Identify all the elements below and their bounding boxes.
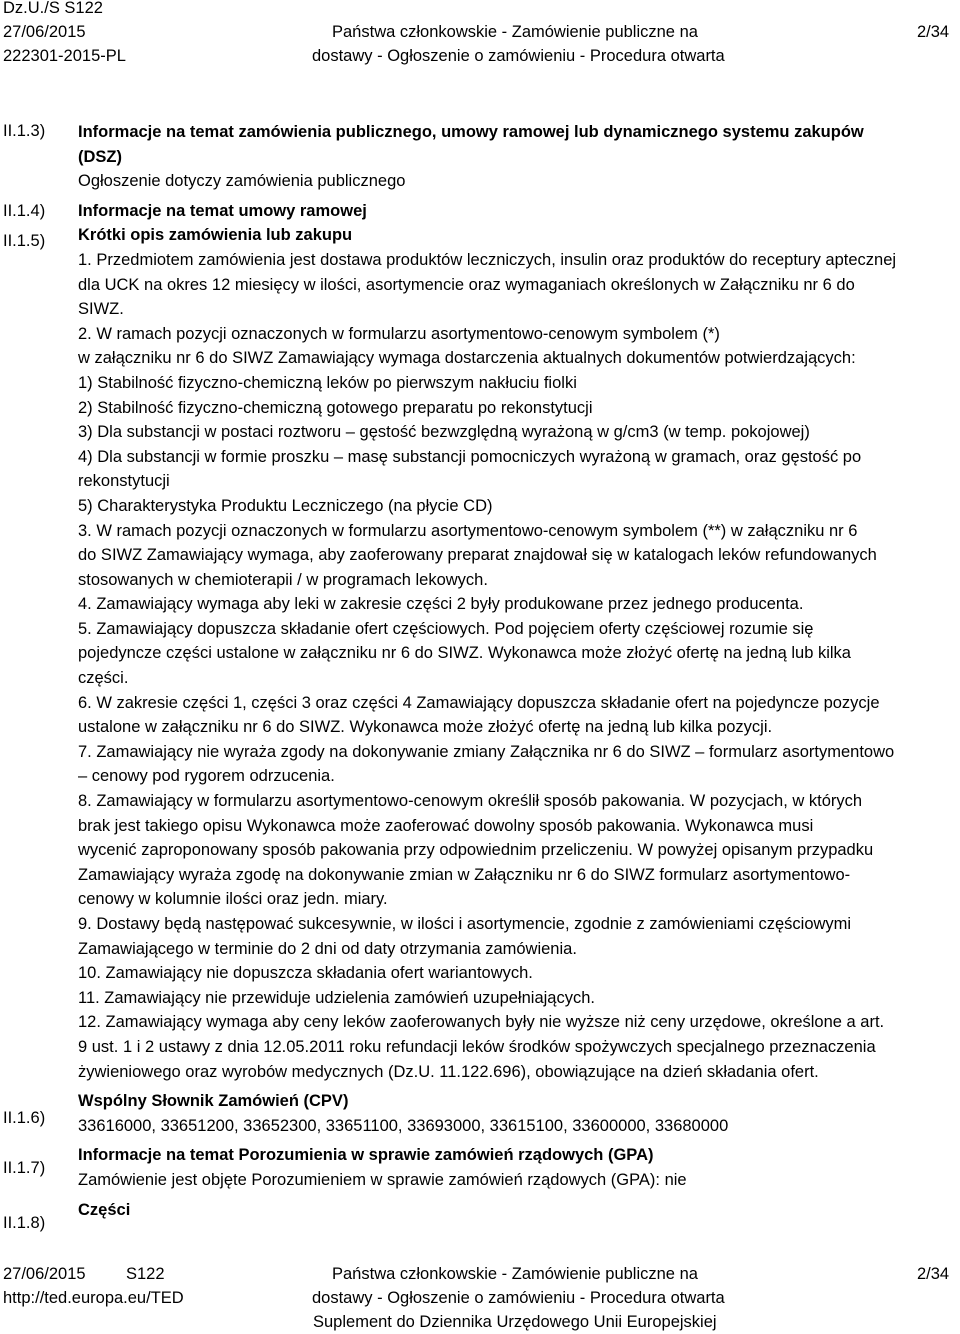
section-number: II.1.3): [3, 122, 46, 140]
section-number: II.1.6): [3, 1109, 46, 1127]
doc-reference: Dz.U./S S122: [3, 0, 103, 17]
description-line: 9. Dostawy będą następować sukcesywnie, w ilości i asortymencie, zgodnie z zamówieniami częściowymi: [78, 915, 852, 933]
header-page-number: 2/34: [917, 23, 950, 41]
description-line: 5) Charakterystyka Produktu Leczniczego (na płycie CD): [78, 496, 493, 515]
section-heading: Informacje na temat zamówienia publicznego, umowy ramowej lub dynamicznego systemu zakupów: [78, 123, 864, 141]
footer-title-line2: dostawy - Ogłoszenie o zamówieniu - Procedura otwarta: [312, 1289, 725, 1307]
description-line: – cenowy pod rygorem odrzucenia.: [78, 767, 335, 786]
section-value: Ogłoszenie dotyczy zamówienia publicznego: [78, 172, 406, 191]
description-line: 9 ust. 1 i 2 ustawy z dnia 12.05.2011 roku refundacji leków środków spożywczych specjalnego przeznaczenia: [78, 1037, 876, 1056]
description-line: 10. Zamawiający nie dopuszcza składania ofert wariantowych.: [78, 964, 533, 983]
description-line: Zamawiający wyraża zgodę na dokonywanie zmian w Załączniku nr 6 do SIWZ formularz asortymentowo-: [78, 865, 851, 884]
section-number: II.1.5): [3, 232, 46, 250]
description-line: brak jest takiego opisu Wykonawca może zaoferować dowolny sposób pakowania. Wykonawca musi: [78, 816, 814, 835]
description-line: 2) Stabilność fizyczno-chemiczną gotowego preparatu po rekonstytucji: [78, 398, 593, 417]
description-line: Zamawiającego w terminie do 2 dni od daty otrzymania zamówienia.: [78, 939, 577, 958]
description-line: dla UCK na okres 12 miesięcy w ilości, asortymencie oraz wymaganiach określonych w Załączniku nr 6 do: [78, 275, 855, 294]
description-line: 5. Zamawiający dopuszcza składanie ofert częściowych. Pod pojęciem oferty częściowej rozumie się: [78, 619, 814, 638]
section-number: II.1.7): [3, 1159, 46, 1177]
footer-date: 27/06/2015: [3, 1265, 86, 1283]
section-heading: Krótki opis zamówienia lub zakupu: [78, 226, 353, 245]
description-line: wycenić zaproponowany sposób pakowania przy odpowiednim przeliczeniu. W powyżej opisanym przypadku: [78, 841, 874, 860]
description-line: ustalone w załączniku nr 6 do SIWZ. Wykonawca może złożyć ofertę na jedną lub kilka pozycji.: [78, 718, 773, 737]
description-line: 7. Zamawiający nie wyraża zgody na dokonywanie zmiany Załącznika nr 6 do SIWZ – formularz asortymentowo: [78, 742, 895, 761]
description-line: do SIWZ Zamawiający wymaga, aby zaoferowany preparat znajdował się w katalogach leków refundowanych: [78, 546, 877, 565]
description-line: żywieniowego oraz wyrobów medycznych (Dz.U. 11.122.696), obowiązujące na dzień składania ofert.: [78, 1062, 819, 1081]
section-heading: Wspólny Słownik Zamówień (CPV): [78, 1092, 349, 1111]
section-heading: Informacje na temat umowy ramowej: [78, 201, 367, 220]
section-heading: Części: [78, 1200, 131, 1219]
header-date: 27/06/2015: [3, 23, 86, 41]
description-line: SIWZ.: [78, 300, 124, 319]
description-line: stosowanych w chemioterapii / w programach lekowych.: [78, 570, 488, 589]
footer-issue: S122: [126, 1265, 165, 1283]
section-number: II.1.8): [3, 1214, 46, 1232]
description-line: 1) Stabilność fizyczno-chemiczną leków po pierwszym nakłuciu fiolki: [78, 373, 577, 392]
header-title-line1: Państwa członkowskie - Zamówienie publiczne na: [332, 23, 698, 41]
description-line: 3) Dla substancji w postaci roztworu – gęstość bezwzględną wyrażoną w g/cm3 (w temp. pokojowej): [78, 423, 810, 442]
section-number: II.1.4): [3, 202, 46, 220]
section-heading-continued: (DSZ): [78, 147, 122, 166]
document-body: [78, 120, 960, 1222]
short-description: [78, 248, 960, 1084]
description-line: pojedyncze części ustalone w załączniku nr 6 do SIWZ. Wykonawca może złożyć ofertę na jedną lub kilka: [78, 644, 851, 663]
description-line: 11. Zamawiający nie przewiduje udzielenia zamówień uzupełniających.: [78, 988, 595, 1007]
description-line: 6. W zakresie części 1, części 3 oraz części 4 Zamawiający dopuszcza składanie ofert na pojedyncze pozycje: [78, 693, 880, 712]
description-line: rekonstytucji: [78, 472, 170, 491]
description-line: 1. Przedmiotem zamówienia jest dostawa produktów leczniczych, insulin oraz produktów do receptury aptecznej: [78, 250, 897, 269]
description-line: 3. W ramach pozycji oznaczonych w formularzu asortymentowo-cenowym symbolem (**) w załączniku nr 6: [78, 521, 858, 540]
description-line: 12. Zamawiający wymaga aby ceny leków zaoferowanych były nie wyższe niż ceny urzędowe, określone a art.: [78, 1013, 885, 1032]
header-title-line2: dostawy - Ogłoszenie o zamówieniu - Procedura otwarta: [312, 47, 725, 65]
footer-title-line1: Państwa członkowskie - Zamówienie publiczne na: [332, 1265, 698, 1283]
description-line: 8. Zamawiający w formularzu asortymentowo-cenowym określił sposób pakowania. W pozycjach, w których: [78, 792, 863, 811]
description-line: cenowy w kolumnie ilości oraz jedn. miary.: [78, 890, 388, 909]
section-heading: Informacje na temat Porozumienia w sprawie zamówień rządowych (GPA): [78, 1146, 654, 1165]
description-line: w załączniku nr 6 do SIWZ Zamawiający wymaga dostarczenia aktualnych dokumentów potwierdzających:: [78, 349, 856, 368]
footer-url[interactable]: http://ted.europa.eu/TED: [3, 1289, 184, 1307]
description-line: części.: [78, 669, 129, 688]
footer-title-line3: Suplement do Dziennika Urzędowego Unii Europejskiej: [313, 1313, 717, 1331]
description-line: 4) Dla substancji w formie proszku – masę substancji pomocniczych wyrażoną w gramach, oraz gęstość po: [78, 447, 862, 466]
description-line: 2. W ramach pozycji oznaczonych w formularzu asortymentowo-cenowym symbolem (*): [78, 324, 720, 343]
description-line: 4. Zamawiający wymaga aby leki w zakresie części 2 były produkowane przez jednego producenta.: [78, 595, 804, 614]
footer-page-number: 2/34: [917, 1265, 950, 1283]
cpv-codes: 33616000, 33651200, 33652300, 33651100, 33693000, 33615100, 33600000, 33680000: [78, 1116, 729, 1135]
section-value: Zamówienie jest objęte Porozumieniem w sprawie zamówień rządowych (GPA): nie: [78, 1170, 687, 1189]
notice-id: 222301-2015-PL: [3, 47, 126, 65]
